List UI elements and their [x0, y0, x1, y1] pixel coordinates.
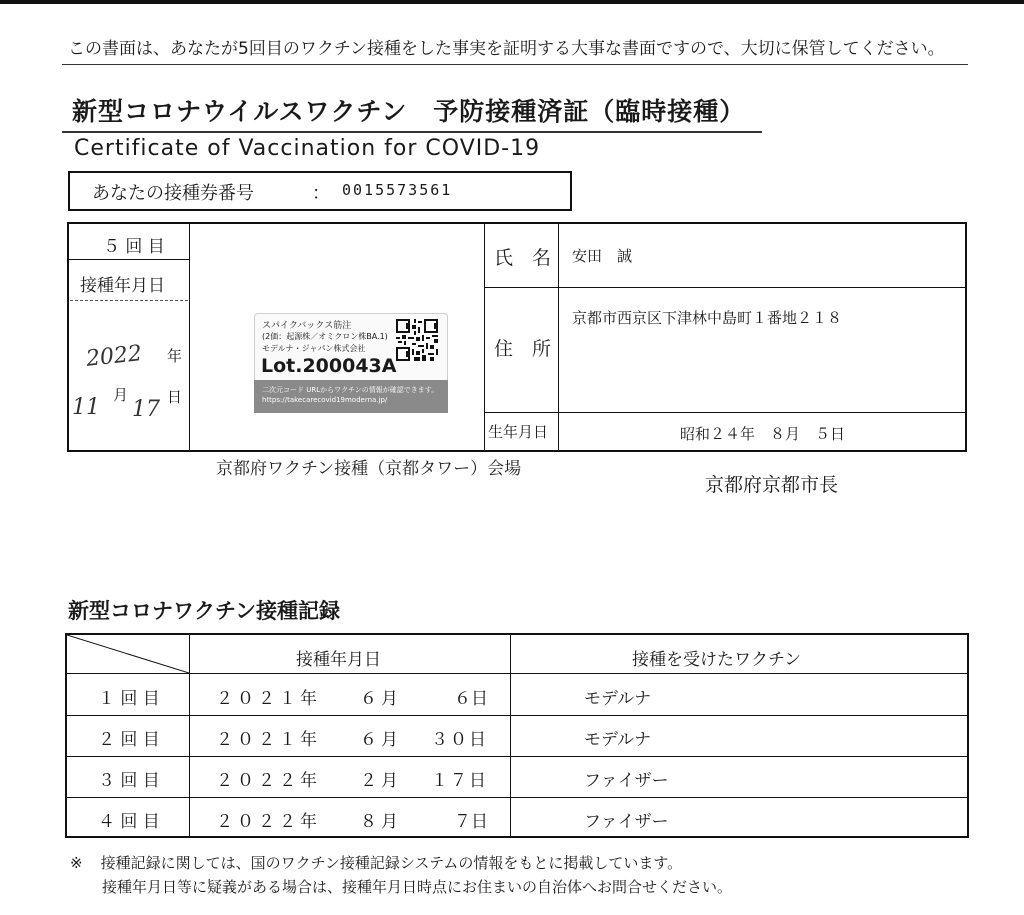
ticket-number-label: あなたの接種券番号 [92, 183, 254, 204]
name-label: 氏 名 [494, 247, 552, 269]
birthdate-value: 昭和２４年 ８月 ５日 [680, 425, 846, 443]
rec-row-line [66, 715, 968, 716]
month-unit: 月 [113, 386, 129, 404]
notice-text: この書面は、あなたが5回目のワクチン接種をした事実を証明する大事な書面ですので、大切に保管してください。 [68, 39, 945, 59]
cert-divider-label [558, 222, 559, 452]
notice-underline [62, 64, 968, 65]
record-month: ６月 [360, 730, 402, 750]
footnote-line-2: 接種年月日等に疑義がある場合は、接種年月日時点にお住まいの自治体へお問合せください。 [102, 878, 733, 896]
sticker-manufacturer: モデルナ・ジャパン株式会社 [262, 344, 366, 353]
rec-row-line [66, 756, 968, 757]
column-header-vaccine: 接種を受けたワクチン [632, 650, 802, 670]
record-vaccine: ファイザー [584, 771, 669, 791]
handwritten-day: 17 [132, 397, 160, 422]
records-table [65, 633, 969, 838]
cert-divider-mid [484, 222, 485, 452]
year-unit: 年 [167, 347, 183, 365]
column-header-date: 接種年月日 [296, 650, 381, 670]
record-day: １７日 [431, 771, 488, 791]
cert-name-line [484, 287, 966, 288]
issuer-name: 京都府京都市長 [705, 474, 839, 496]
record-dose: ２ 回 目 [98, 730, 160, 750]
record-dose: ４ 回 目 [98, 812, 160, 832]
certificate-title-en: Certificate of Vaccination for COVID-19 [74, 136, 541, 161]
vaccination-venue: 京都府ワクチン接種（京都タワー）会場 [216, 459, 522, 479]
record-year: ２０２１年 [216, 730, 321, 750]
handwritten-year: 2022 [84, 341, 144, 372]
footnote-text-1: 接種記録に関しては、国のワクチン接種記録システムの情報をもとに掲載しています。 [100, 854, 683, 872]
sticker-product-name: スパイクバックス筋注 [262, 321, 352, 331]
address-value: 京都市西京区下津林中島町１番地２１８ [572, 309, 843, 327]
footnote-mark: ※ [70, 854, 83, 872]
record-dose: １ 回 目 [98, 689, 160, 709]
rec-row-line [66, 797, 968, 798]
record-vaccine: モデルナ [584, 730, 652, 750]
rec-divider-dose [189, 633, 190, 838]
record-month: ６月 [360, 689, 402, 709]
dose-number-label: ５ 回 目 [103, 237, 165, 257]
vaccination-date-label: 接種年月日 [80, 276, 165, 296]
cert-dose-line [68, 259, 189, 260]
handwritten-month: 11 [72, 395, 100, 420]
record-day: ６日 [454, 689, 488, 709]
sticker-qr-note: 二次元コード URLからワクチンの情報が確認できます。 [262, 386, 439, 394]
cert-date-dashed-line [70, 300, 188, 301]
scan-top-edge [0, 0, 1024, 4]
qr-code-icon [396, 319, 438, 361]
record-day: ３０日 [431, 730, 488, 750]
cert-divider-left [189, 222, 190, 452]
rec-divider-date [510, 633, 511, 838]
record-year: ２０２２年 [216, 771, 321, 791]
header-diagonal-line [67, 635, 189, 673]
record-year: ２０２１年 [216, 689, 321, 709]
sticker-url: https://takecarecovid19moderna.jp/ [262, 396, 388, 404]
certificate-title-ja: 新型コロナウイルスワクチン 予防接種済証（臨時接種） [72, 97, 746, 126]
address-label: 住 所 [494, 338, 552, 360]
record-month: ２月 [360, 771, 402, 791]
sticker-product-detail: (2価：起源株／オミクロン株BA.1) [262, 332, 388, 341]
record-vaccine: ファイザー [584, 812, 669, 832]
day-unit: 日 [167, 388, 183, 406]
ticket-colon: ： [312, 183, 330, 204]
rec-row-line [66, 673, 968, 674]
records-title: 新型コロナワクチン接種記録 [68, 599, 340, 623]
record-day: ７日 [454, 812, 488, 832]
sticker-lot-number: Lot.200043A [261, 355, 397, 377]
name-value: 安田 誠 [572, 247, 633, 265]
record-dose: ３ 回 目 [98, 771, 160, 791]
record-vaccine: モデルナ [584, 689, 652, 709]
birthdate-label: 生年月日 [488, 423, 549, 441]
record-month: ８月 [360, 812, 402, 832]
ticket-number-value: 0015573561 [342, 181, 453, 199]
footnote-line-1 [70, 852, 682, 873]
record-year: ２０２２年 [216, 812, 321, 832]
title-underline [62, 131, 762, 133]
cert-address-line [484, 412, 966, 413]
